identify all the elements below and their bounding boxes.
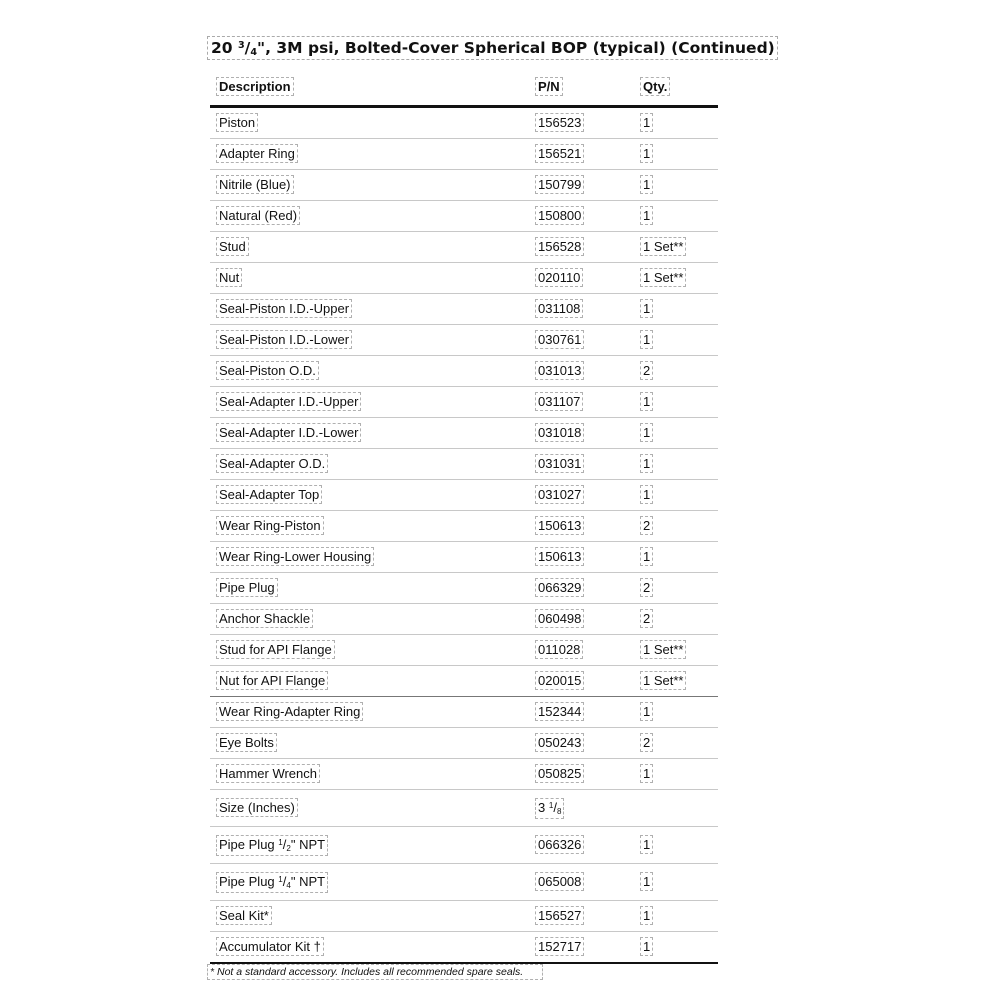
- row-description: Nitrile (Blue): [216, 175, 294, 194]
- row-pn: 050825: [535, 764, 584, 783]
- row-qty: 1 Set**: [640, 268, 686, 287]
- page-title: 20 $^3/_4$", 3M psi, Bolted-Cover Spherical BOP (typical) (Continued): [207, 36, 778, 60]
- row-description: Seal-Piston O.D.: [216, 361, 319, 380]
- row-qty: 1 Set**: [640, 640, 686, 659]
- row-pn: 065008: [535, 872, 584, 891]
- table-row: [210, 263, 718, 294]
- row-description: Nut: [216, 268, 242, 287]
- row-description: Accumulator Kit †: [216, 937, 324, 956]
- table-row: [210, 294, 718, 325]
- row-qty: 1: [640, 764, 653, 783]
- row-qty: 2: [640, 361, 653, 380]
- row-qty: 1: [640, 299, 653, 318]
- row-qty: 1: [640, 144, 653, 163]
- row-pn: 031027: [535, 485, 584, 504]
- row-description: Seal-Adapter Top: [216, 485, 322, 504]
- row-description: Pipe Plug $^1/_4$" NPT: [216, 872, 328, 893]
- row-description: Seal-Adapter I.D.-Lower: [216, 423, 361, 442]
- row-description: Anchor Shackle: [216, 609, 313, 628]
- row-qty: 1: [640, 906, 653, 925]
- table-row: [210, 387, 718, 418]
- row-pn: 152344: [535, 702, 584, 721]
- title-fraction-denominator: 4: [250, 47, 258, 59]
- row-qty: 1: [640, 206, 653, 225]
- row-pn: 156521: [535, 144, 584, 163]
- table-row: [210, 697, 718, 728]
- row-pn: 031108: [535, 299, 583, 318]
- row-description: Adapter Ring: [216, 144, 298, 163]
- row-description: Seal-Adapter I.D.-Upper: [216, 392, 361, 411]
- row-pn: 156527: [535, 906, 584, 925]
- row-pn: 066329: [535, 578, 584, 597]
- row-pn: 150800: [535, 206, 584, 225]
- row-qty: 2: [640, 516, 653, 535]
- row-description: Nut for API Flange: [216, 671, 328, 690]
- row-pn: 150799: [535, 175, 584, 194]
- row-description: Wear Ring-Piston: [216, 516, 324, 535]
- row-pn: 031107: [535, 392, 583, 411]
- table-row: [210, 511, 718, 542]
- table-row: [210, 666, 718, 697]
- row-pn: 060498: [535, 609, 584, 628]
- row-description: Eye Bolts: [216, 733, 277, 752]
- table-row-pipe-plug-quarter: [210, 864, 718, 901]
- header-qty: Qty.: [640, 77, 670, 96]
- row-qty: 1: [640, 485, 653, 504]
- row-qty: 2: [640, 733, 653, 752]
- row-pn: 150613: [535, 516, 584, 535]
- table-row: [210, 356, 718, 387]
- row-description: Seal-Adapter O.D.: [216, 454, 328, 473]
- table-row: [210, 604, 718, 635]
- row-qty: 1: [640, 547, 653, 566]
- row-description: Seal-Piston I.D.-Upper: [216, 299, 352, 318]
- row-description: Seal Kit*: [216, 906, 272, 925]
- table-row: [210, 139, 718, 170]
- table-row: [210, 201, 718, 232]
- table-row: [210, 418, 718, 449]
- table-row: [210, 170, 718, 201]
- row-pn: 030761: [535, 330, 584, 349]
- table-row-seal-kit: [210, 901, 718, 932]
- row-qty: 1: [640, 392, 653, 411]
- row-description: Stud for API Flange: [216, 640, 335, 659]
- row-description: Piston: [216, 113, 258, 132]
- table-row: [210, 480, 718, 511]
- row-qty: 1 Set**: [640, 671, 686, 690]
- row-pn: 020015: [535, 671, 584, 690]
- row-description: Hammer Wrench: [216, 764, 320, 783]
- row-pn: 020110: [535, 268, 583, 287]
- row-pn: 066326: [535, 835, 584, 854]
- row-qty: 1: [640, 175, 653, 194]
- row-description: Seal-Piston I.D.-Lower: [216, 330, 352, 349]
- row-qty: 1: [640, 454, 653, 473]
- row-description: Wear Ring-Adapter Ring: [216, 702, 363, 721]
- table-header: [210, 72, 718, 108]
- row-qty: 1: [640, 113, 653, 132]
- row-qty: 1 Set**: [640, 237, 686, 256]
- row-qty: 2: [640, 578, 653, 597]
- table-body: [210, 108, 718, 790]
- parts-table: [210, 72, 718, 964]
- table-row-pipe-plug-half: [210, 827, 718, 864]
- row-qty: 1: [640, 835, 653, 854]
- table-row: [210, 325, 718, 356]
- row-pn: 011028: [535, 640, 583, 659]
- table-row: [210, 449, 718, 480]
- row-description: Pipe Plug: [216, 578, 278, 597]
- row-qty: 1: [640, 423, 653, 442]
- row-qty: 1: [640, 872, 653, 891]
- table-row: [210, 108, 718, 139]
- row-description: Wear Ring-Lower Housing: [216, 547, 374, 566]
- header-pn: P/N: [535, 77, 563, 96]
- table-row: [210, 728, 718, 759]
- row-description: Pipe Plug $^1/_2$" NPT: [216, 835, 328, 856]
- table-row: [210, 542, 718, 573]
- table-row: [210, 573, 718, 604]
- row-pn: 150613: [535, 547, 584, 566]
- row-pn: 031013: [535, 361, 584, 380]
- row-pn: 156528: [535, 237, 584, 256]
- row-pn: 152717: [535, 937, 584, 956]
- header-description: Description: [216, 77, 294, 96]
- row-qty: 1: [640, 330, 653, 349]
- table-row: [210, 759, 718, 790]
- row-qty: 2: [640, 609, 653, 628]
- row-pn: 031031: [535, 454, 584, 473]
- row-pn: 031018: [535, 423, 584, 442]
- row-description: Natural (Red): [216, 206, 300, 225]
- row-qty: 1: [640, 702, 653, 721]
- row-qty: 1: [640, 937, 653, 956]
- footnote: * Not a standard accessory. Includes all recommended spare seals.: [207, 964, 543, 980]
- title-fraction-numerator: 3: [237, 40, 245, 52]
- row-pn: 156523: [535, 113, 584, 132]
- row-pn: 050243: [535, 733, 584, 752]
- size-value: 3 $^1/_8$: [535, 798, 564, 819]
- row-description: Stud: [216, 237, 249, 256]
- table-row: [210, 232, 718, 263]
- table-row: [210, 635, 718, 666]
- size-label: Size (Inches): [216, 798, 298, 817]
- table-row-size: [210, 790, 718, 827]
- table-row-accumulator-kit: [210, 932, 718, 964]
